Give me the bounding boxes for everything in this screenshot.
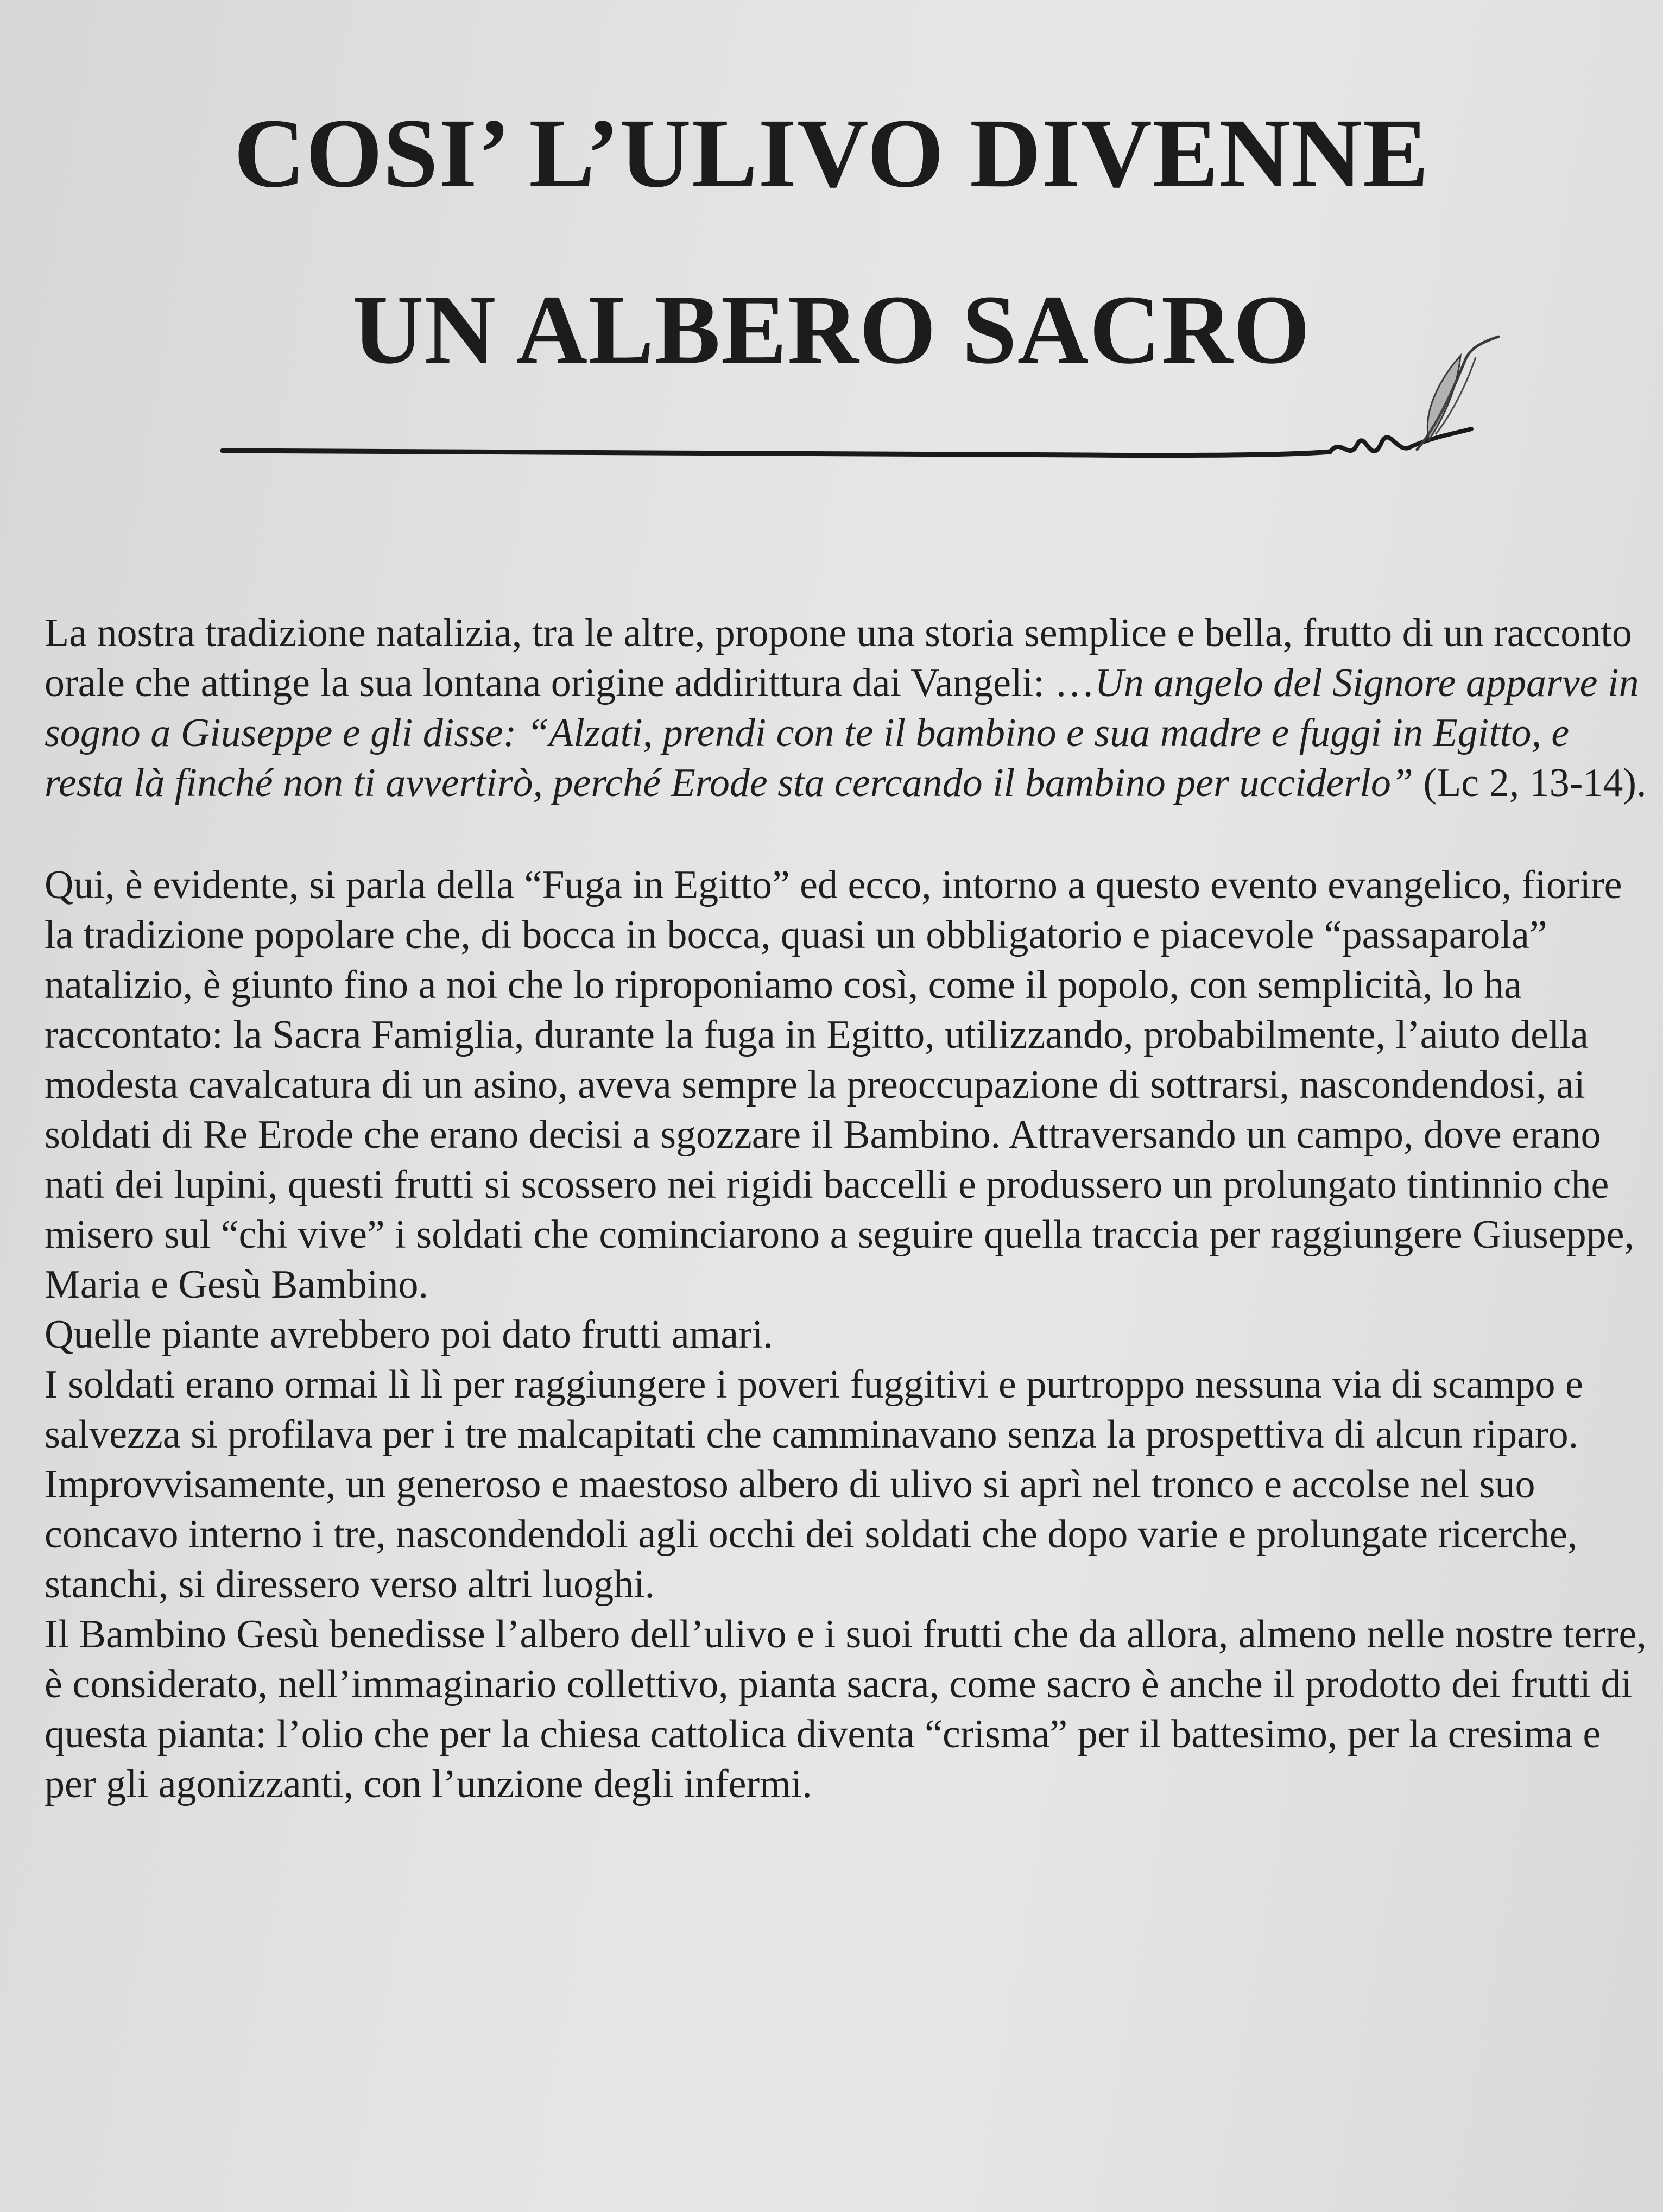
gospel-citation: (Lc 2, 13-14). bbox=[1413, 761, 1647, 805]
intro-lead: La nostra tradizione natalizia, tra le altre, propone una storia semplice e bella, frutto di un racconto orale che attinge la sua lontana origine addirittura dai Vangeli: … bbox=[45, 611, 1632, 705]
story-paragraph-3: I soldati erano ormai lì lì per raggiungere i poveri fuggitivi e purtroppo nessuna via di scampo e salvezza si profilava per i tre malcapitati che camminavano senza la prospettiva di alcun riparo. bbox=[45, 1362, 1583, 1457]
intro-paragraph bbox=[45, 608, 1652, 808]
gospel-quote: Un angelo del Signore apparve in sogno a Giuseppe e gli disse: “Alzati, prendi con te il bambino e sua madre e fuggi in Egitto, e resta là finché non ti avvertirò, perché Erode sta cercando il bambino per ucciderlo” bbox=[45, 661, 1639, 805]
title-line-2: UN ALBERO SACRO bbox=[352, 275, 1311, 384]
document-body bbox=[45, 608, 1652, 1809]
story-paragraph-1: Qui, è evidente, si parla della “Fuga in Egitto” ed ecco, intorno a questo evento evangelico, fiorire la tradizione popolare che, di bocca in bocca, quasi un obbligatorio e piacevole “passaparola” natalizio, è giunto fino a noi che lo riproponiamo così, come il popolo, con semplicità, lo ha raccontato: la Sacra Famiglia, durante la fuga in Egitto, utilizzando, probabilmente, l’aiuto della modesta cavalcatura di un asino, aveva sempre la preoccupazione di sottrarsi, nascondendosi, ai soldati di Re Erode che erano decisi a sgozzare il Bambino. Attraversando un campo, dove erano nati dei lupini, questi frutti si scossero nei rigidi baccelli e produssero un prolungato tintinnio che misero sul “chi vive” i soldati che cominciarono a seguire quella traccia per raggiungere Giuseppe, Maria e Gesù Bambino. bbox=[45, 863, 1635, 1307]
title-line-1: COSI’ L’ULIVO DIVENNE bbox=[233, 99, 1430, 208]
quill-feather bbox=[1427, 356, 1460, 440]
divider-squiggle bbox=[1330, 429, 1471, 452]
story-paragraph-5: Il Bambino Gesù benedisse l’albero dell’ulivo e i suoi frutti che da allora, almeno nelle nostre terre, è considerato, nell’immaginario collettivo, pianta sacra, come sacro è anche il prodotto dei frutti di questa pianta: l’olio che per la chiesa cattolica diventa “crisma” per il battesimo, per la cresima e per gli agonizzanti, con l’unzione degli infermi. bbox=[45, 1612, 1647, 1806]
divider-stroke bbox=[223, 451, 1330, 456]
story-paragraph-2: Quelle piante avrebbero poi dato frutti amari. bbox=[45, 1312, 773, 1357]
pen-flourish-divider bbox=[217, 326, 1520, 500]
story-paragraph-4: Improvvisamente, un generoso e maestoso albero di ulivo si aprì nel tronco e accolse nel suo concavo interno i tre, nascondendoli agli occhi dei soldati che dopo varie e prolungate ricerche, stanchi, si diressero verso altri luoghi. bbox=[45, 1462, 1578, 1607]
